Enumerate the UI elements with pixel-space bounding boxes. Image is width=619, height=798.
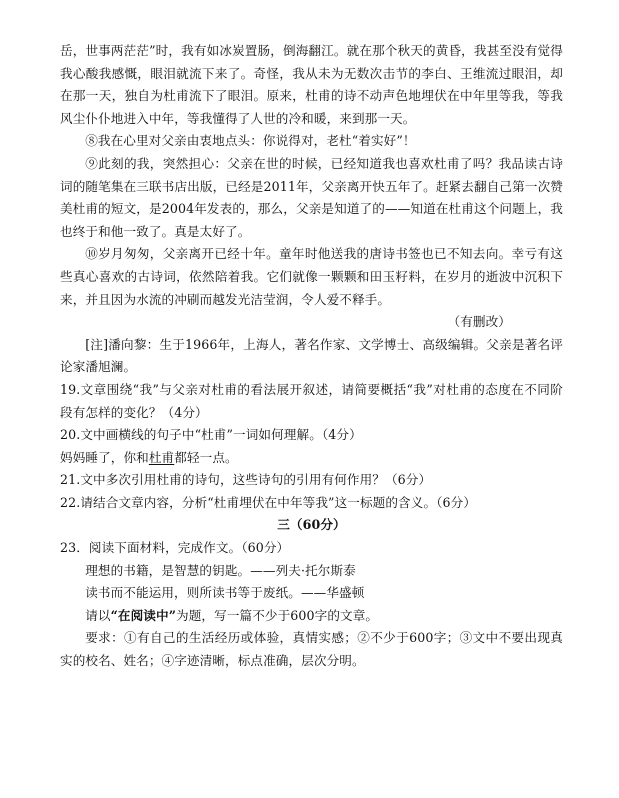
passage-paragraph-10: ⑩岁月匆匆，父亲离开已经十年。童年时他送我的唐诗书签也已不知去向。幸亏有这些真心喜欢的古诗词，依然陪着我。它们就像一颗颗和田玉籽料，在岁月的逝波中沉积下来，并且因为水流的冲刷而越发光洁莹润，令人爱不释手。	[60, 246, 563, 307]
essay-prompt-title: “在阅读中”	[110, 607, 177, 623]
source-note: （有删改）	[447, 314, 511, 330]
section-three-heading: 三（60分）	[277, 517, 346, 533]
question-20-sentence	[60, 447, 563, 470]
question-20: 20.文中画横线的句子中“杜甫”一词如何理解。（4分）	[60, 427, 362, 443]
question-21: 21.文中多次引用杜甫的诗句，这些诗句的引用有何作用？（6分）	[60, 472, 432, 488]
author-footnote: [注]潘向黎：生于1966年，上海人，著名作家、文学博士、高级编辑。父亲是著名评论家潘旭澜。	[60, 336, 563, 375]
essay-prompt-after: 为题，写一篇不少于600字的文章。	[176, 607, 379, 623]
essay-quote-2: 读书而不能运用，则所读书等于废纸。——华盛顿	[85, 585, 365, 601]
passage-paragraph-8: ⑧我在心里对父亲由衷地点头：你说得对，老杜“着实好”！	[85, 133, 416, 149]
essay-prompt-before: 请以	[85, 607, 111, 623]
essay-quote-1: 理想的书籍，是智慧的钥匙。——列夫·托尔斯泰	[85, 562, 356, 578]
question-22: 22.请结合文章内容，分析“杜甫埋伏在中年等我”这一标题的含义。（6分）	[60, 494, 477, 510]
passage-paragraph-continued: 岳，世事两茫茫”时，我有如冰炭置肠，倒海翻江。就在那个秋天的黄昏，我甚至没有觉得我心酸我感慨，眼泪就流下来了。奇怪，我从未为无数次击节的李白、王维流过眼泪，却在那一天，独自为杜甫流下了眼泪。原来，杜甫的诗不动声色地埋伏在中年里等我，等我风尘仆仆地进入中年，等我懂得了人世的冷和暖，来到那一天。	[60, 43, 563, 126]
passage-paragraph-9: ⑨此刻的我，突然担心：父亲在世的时候，已经知道我也喜欢杜甫了吗？我品读古诗词的随笔集在三联书店出版，已经是2011年，父亲离开快五年了。赶紧去翻自己第一次赞美杜甫的短文，是2004年发表的，那么，父亲是知道了的——知道在杜甫这个问题上，我也终于和他一致了。真是太好了。	[60, 155, 563, 239]
essay-prompt	[60, 605, 563, 628]
question-23-title: 23．阅读下面材料，完成作文。（60分）	[60, 540, 290, 556]
q20-underlined-word: 杜甫	[148, 449, 175, 465]
exam-page	[60, 40, 563, 673]
question-19: 19.文章围绕“我”与父亲对杜甫的看法展开叙述，请简要概括“我”对杜甫的态度在不同阶段有怎样的变化？（4分）	[60, 381, 563, 420]
q20-sentence-before: 妈妈睡了，你和	[60, 449, 149, 465]
q20-sentence-after: 都轻一点。	[174, 449, 238, 465]
essay-requirements: 要求：①有自己的生活经历或体验，真情实感；②不少于600字；③文中不要出现真实的校名、姓名；④字迹清晰，标点准确，层次分明。	[60, 630, 563, 669]
